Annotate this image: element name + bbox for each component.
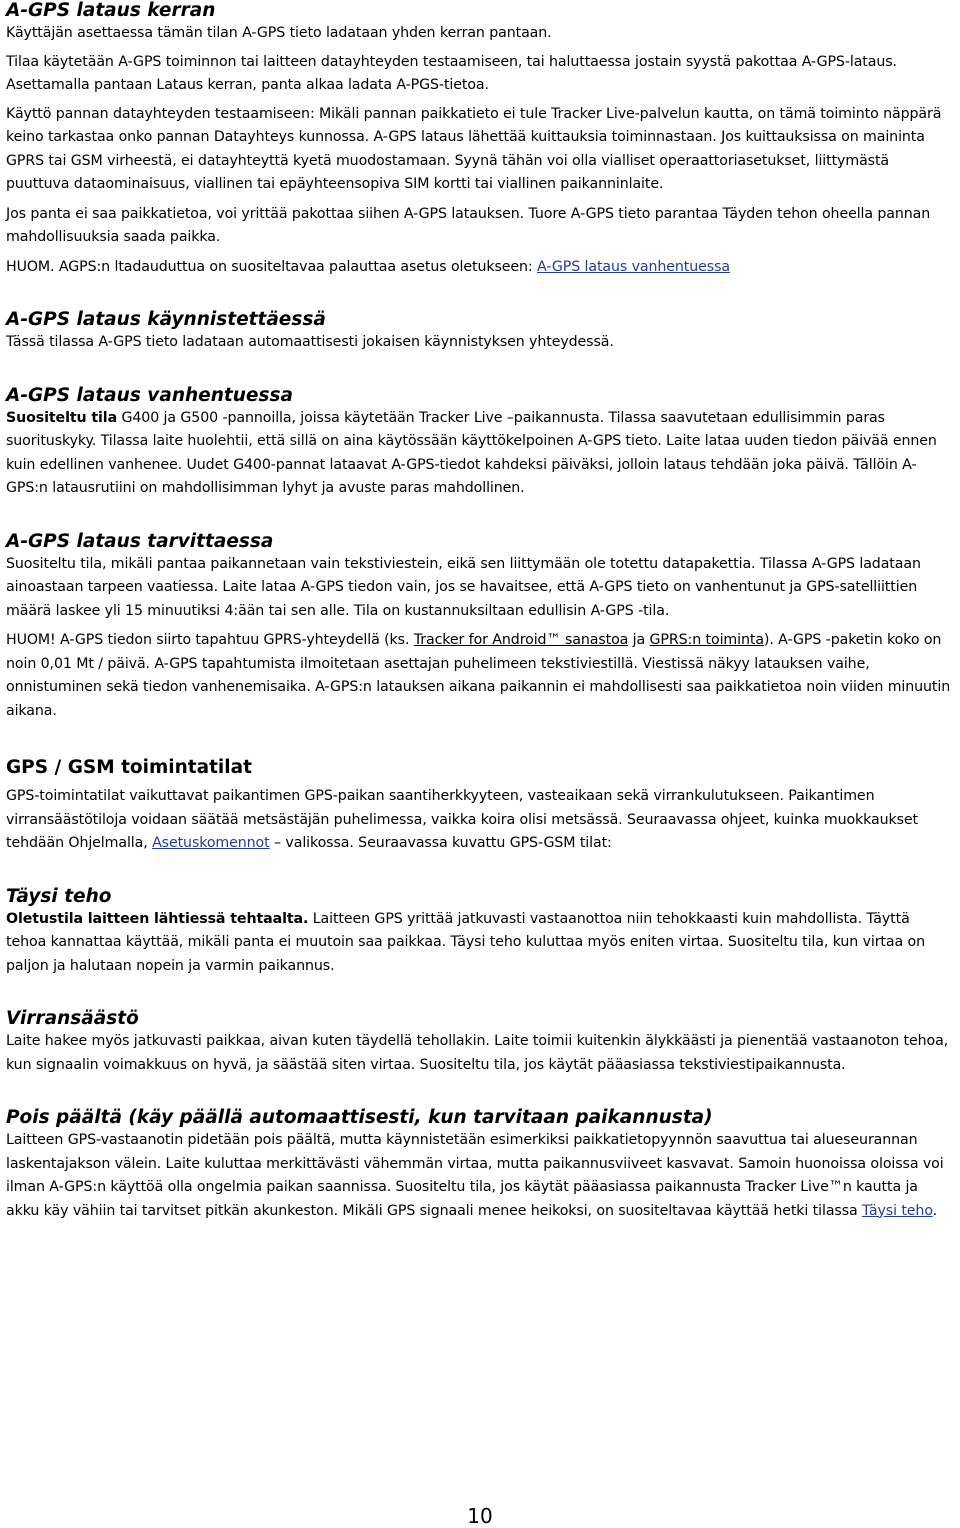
paragraph <box>6 908 954 979</box>
heading-taysi-teho: Täysi teho <box>6 885 112 907</box>
paragraph <box>6 407 954 501</box>
paragraph: Laite hakee myös jatkuvasti paikkaa, aivan kuten täydellä tehollakin. Laite toimii kuitenkin älykkäästi ja pienentää vastaanoton tehoa, kun signaalin voimakkuus on hyvä, ja säästää siten virtaa. Suositeltu tila, jos käytät pääasiassa tekstiviestipaikannusta. <box>6 1033 949 1073</box>
link-tracker-sanastoa[interactable]: Tracker for Android™ sanastoa <box>413 632 629 648</box>
bold-text: Suositeltu tila <box>6 409 118 426</box>
paragraph <box>6 629 954 723</box>
paragraph: Suositeltu tila, mikäli pantaa paikannetaan vain tekstiviestein, eikä sen liittymään ole totettu datapakettia. Tilassa A-GPS ladataan ainoastaan tarpeen vaatiessa. Laite lataa A-GPS tiedon vain, jos se havaitsee, että A-GPS tieto on vanhentunut ja GPS-satelliittien määrä laskee yli 15 minuutiksi 4:ään tai sen alle. Tila on kustannuksiltaan edullisin A-GPS -tila. <box>6 555 921 619</box>
text-span: ). A-GPS -paketin koko on noin 0,01 Mt / päivä. A-GPS tapahtumista ilmoitetaan asettajan puhelimeen tekstiviestillä. Viestissä näkyy latauksen vaihe, onnistuminen sekä tiedon vanhenemisaika. A-GPS:n latauksen aikana paikannin ei mahdollisesti saa paikkatietoa noin viiden minuutin aikana. <box>6 632 951 719</box>
paragraph: Tilaa käytetään A-GPS toiminnon tai laitteen datayhteyden testaamiseen, tai haluttaessa jostain syystä pakottaa A-GPS-lataus. Asettamalla pantaan Lataus kerran, panta alkaa ladata A-PGS-tietoa. <box>6 53 897 93</box>
heading-agps-lataus-kaynnistettaessa: A-GPS lataus käynnistettäessä <box>6 309 326 330</box>
paragraph: Tässä tilassa A-GPS tieto ladataan automaattisesti jokaisen käynnistyksen yhteydessä. <box>6 334 614 350</box>
paragraph <box>6 785 954 856</box>
heading-virransaasto: Virransäästö <box>6 1008 139 1029</box>
link-agps-lataus-vanhentuessa[interactable]: A-GPS lataus vanhentuessa <box>537 258 730 275</box>
text-span: G400 ja G500 -pannoilla, joissa käytetään Tracker Live –paikannusta. Tilassa saavutetaan edullisimmin paras suorituskyky. Tilassa laite huolehtii, että sillä on aina käytössään käyttökelpoinen A-GPS tieto. Laite lataa uuden tiedon päivää ennen kuin edellinen vanhenee. Uudet G400-pannat lataavat A-GPS-tiedot kahdeksi päiväksi, jolloin lataus tehdään joka päivä. Tällöin A-GPS:n latausrutiini on mahdollisimman lyhyt ja avuste paras mahdollinen. <box>6 409 937 496</box>
paragraph <box>6 1129 954 1223</box>
text-span: HUOM. AGPS:n ltadauduttua on suositeltavaa palauttaa asetus oletukseen: <box>6 258 538 275</box>
heading-gps-gsm-toimintatilat: GPS / GSM toimintatilat <box>6 757 252 778</box>
paragraph <box>6 256 954 280</box>
heading-agps-lataus-vanhentuessa: A-GPS lataus vanhentuessa <box>6 384 293 406</box>
text-span: Laitteen GPS-vastaanotin pidetään pois päältä, mutta käynnistetään esimerkiksi paikkatietopyynnön saavuttua tai alueseurannan laskentajakson välein. Laite kuluttaa merkittävästi vähemmän virtaa, mutta paikannusviiveet kasvavat. Samoin huonoissa oloissa voi ilman A-GPS:n käyttöä olla ongelmia paikan saannissa. Suositeltu tila, jos käytät pääasiassa paikannusta Tracker Live™n kautta ja akku käy vähiin tai tarvitset pitkän akunkeston. Mikäli GPS signaali menee heikoksi, on suositeltavaa käyttää hetki tilassa <box>6 1132 944 1219</box>
text-span: . <box>932 1202 938 1219</box>
heading-pois-paalta: Pois päältä (käy päällä automaattisesti, kun tarvitaan paikannusta) <box>6 1107 713 1128</box>
link-asetuskomennot[interactable]: Asetuskomennot <box>152 835 270 851</box>
link-taysi-teho[interactable]: Täysi teho <box>862 1202 933 1219</box>
text-span: – valikossa. Seuraavassa kuvattu GPS-GSM tilat: <box>269 835 612 851</box>
text-span: ja <box>628 632 650 648</box>
heading-agps-lataus-tarvittaessa: A-GPS lataus tarvittaessa <box>6 530 274 552</box>
paragraph: Jos panta ei saa paikkatietoa, voi yrittää pakottaa siihen A-GPS latauksen. Tuore A-GPS tieto parantaa Täyden tehon oheella pannan mahdollisuuksia saada paikka. <box>6 205 931 245</box>
text-span: Laitteen GPS yrittää jatkuvasti vastaanottoa niin tehokkaasti kuin mahdollista. Täyttä tehoa kannattaa käyttää, mikäli panta ei muutoin saa paikkaa. Täysi teho kuluttaa myös eniten virtaa. Suositeltu tila, kun virtaa on paljon ja halutaan nopein ja varmin paikannus. <box>6 910 925 974</box>
text-span: GPS-toimintatilat vaikuttavat paikantimen GPS-paikan saantiherkkyyteen, vasteaikaan sekä virrankulutukseen. Paikantimen virransäästötiloja voidaan säätää metsästäjän puhelimessa, vaikka koira olisi metsässä. Seuraavassa ohjeet, kuinka muokkaukset tehdään Ohjelmalla, <box>6 788 919 851</box>
heading-agps-lataus-kerran: A-GPS lataus kerran <box>6 0 216 21</box>
paragraph: Käyttö pannan datayhteyden testaamiseen: Mikäli pannan paikkatieto ei tule Tracker Live-palvelun kautta, on tämä toiminto näppärä keino tarkastaa onko pannan Datayhteys kunnossa. A-GPS lataus lähettää kuittauksia toiminnastaan. Jos kuittauksissa on maininta GPRS tai GSM virheestä, ei datayhteyttä kyetä muodostamaan. Syynä tähän voi olla vialliset operaattoriasetukset, liittymästä puuttuva dataominaisuus, viallinen tai epäyhteensopiva SIM kortti tai viallinen paikanninlaite. <box>6 105 942 192</box>
link-gprs-toiminta[interactable]: GPRS:n toiminta <box>649 632 764 648</box>
text-span: HUOM! A-GPS tiedon siirto tapahtuu GPRS-yhteydellä (ks. <box>6 632 414 648</box>
paragraph: Käyttäjän asettaessa tämän tilan A-GPS tieto ladataan yhden kerran pantaan. <box>6 25 552 41</box>
document-page <box>6 0 954 1223</box>
page-number: 10 <box>467 1504 493 1528</box>
bold-text: Oletustila laitteen lähtiessä tehtaalta. <box>6 910 309 927</box>
